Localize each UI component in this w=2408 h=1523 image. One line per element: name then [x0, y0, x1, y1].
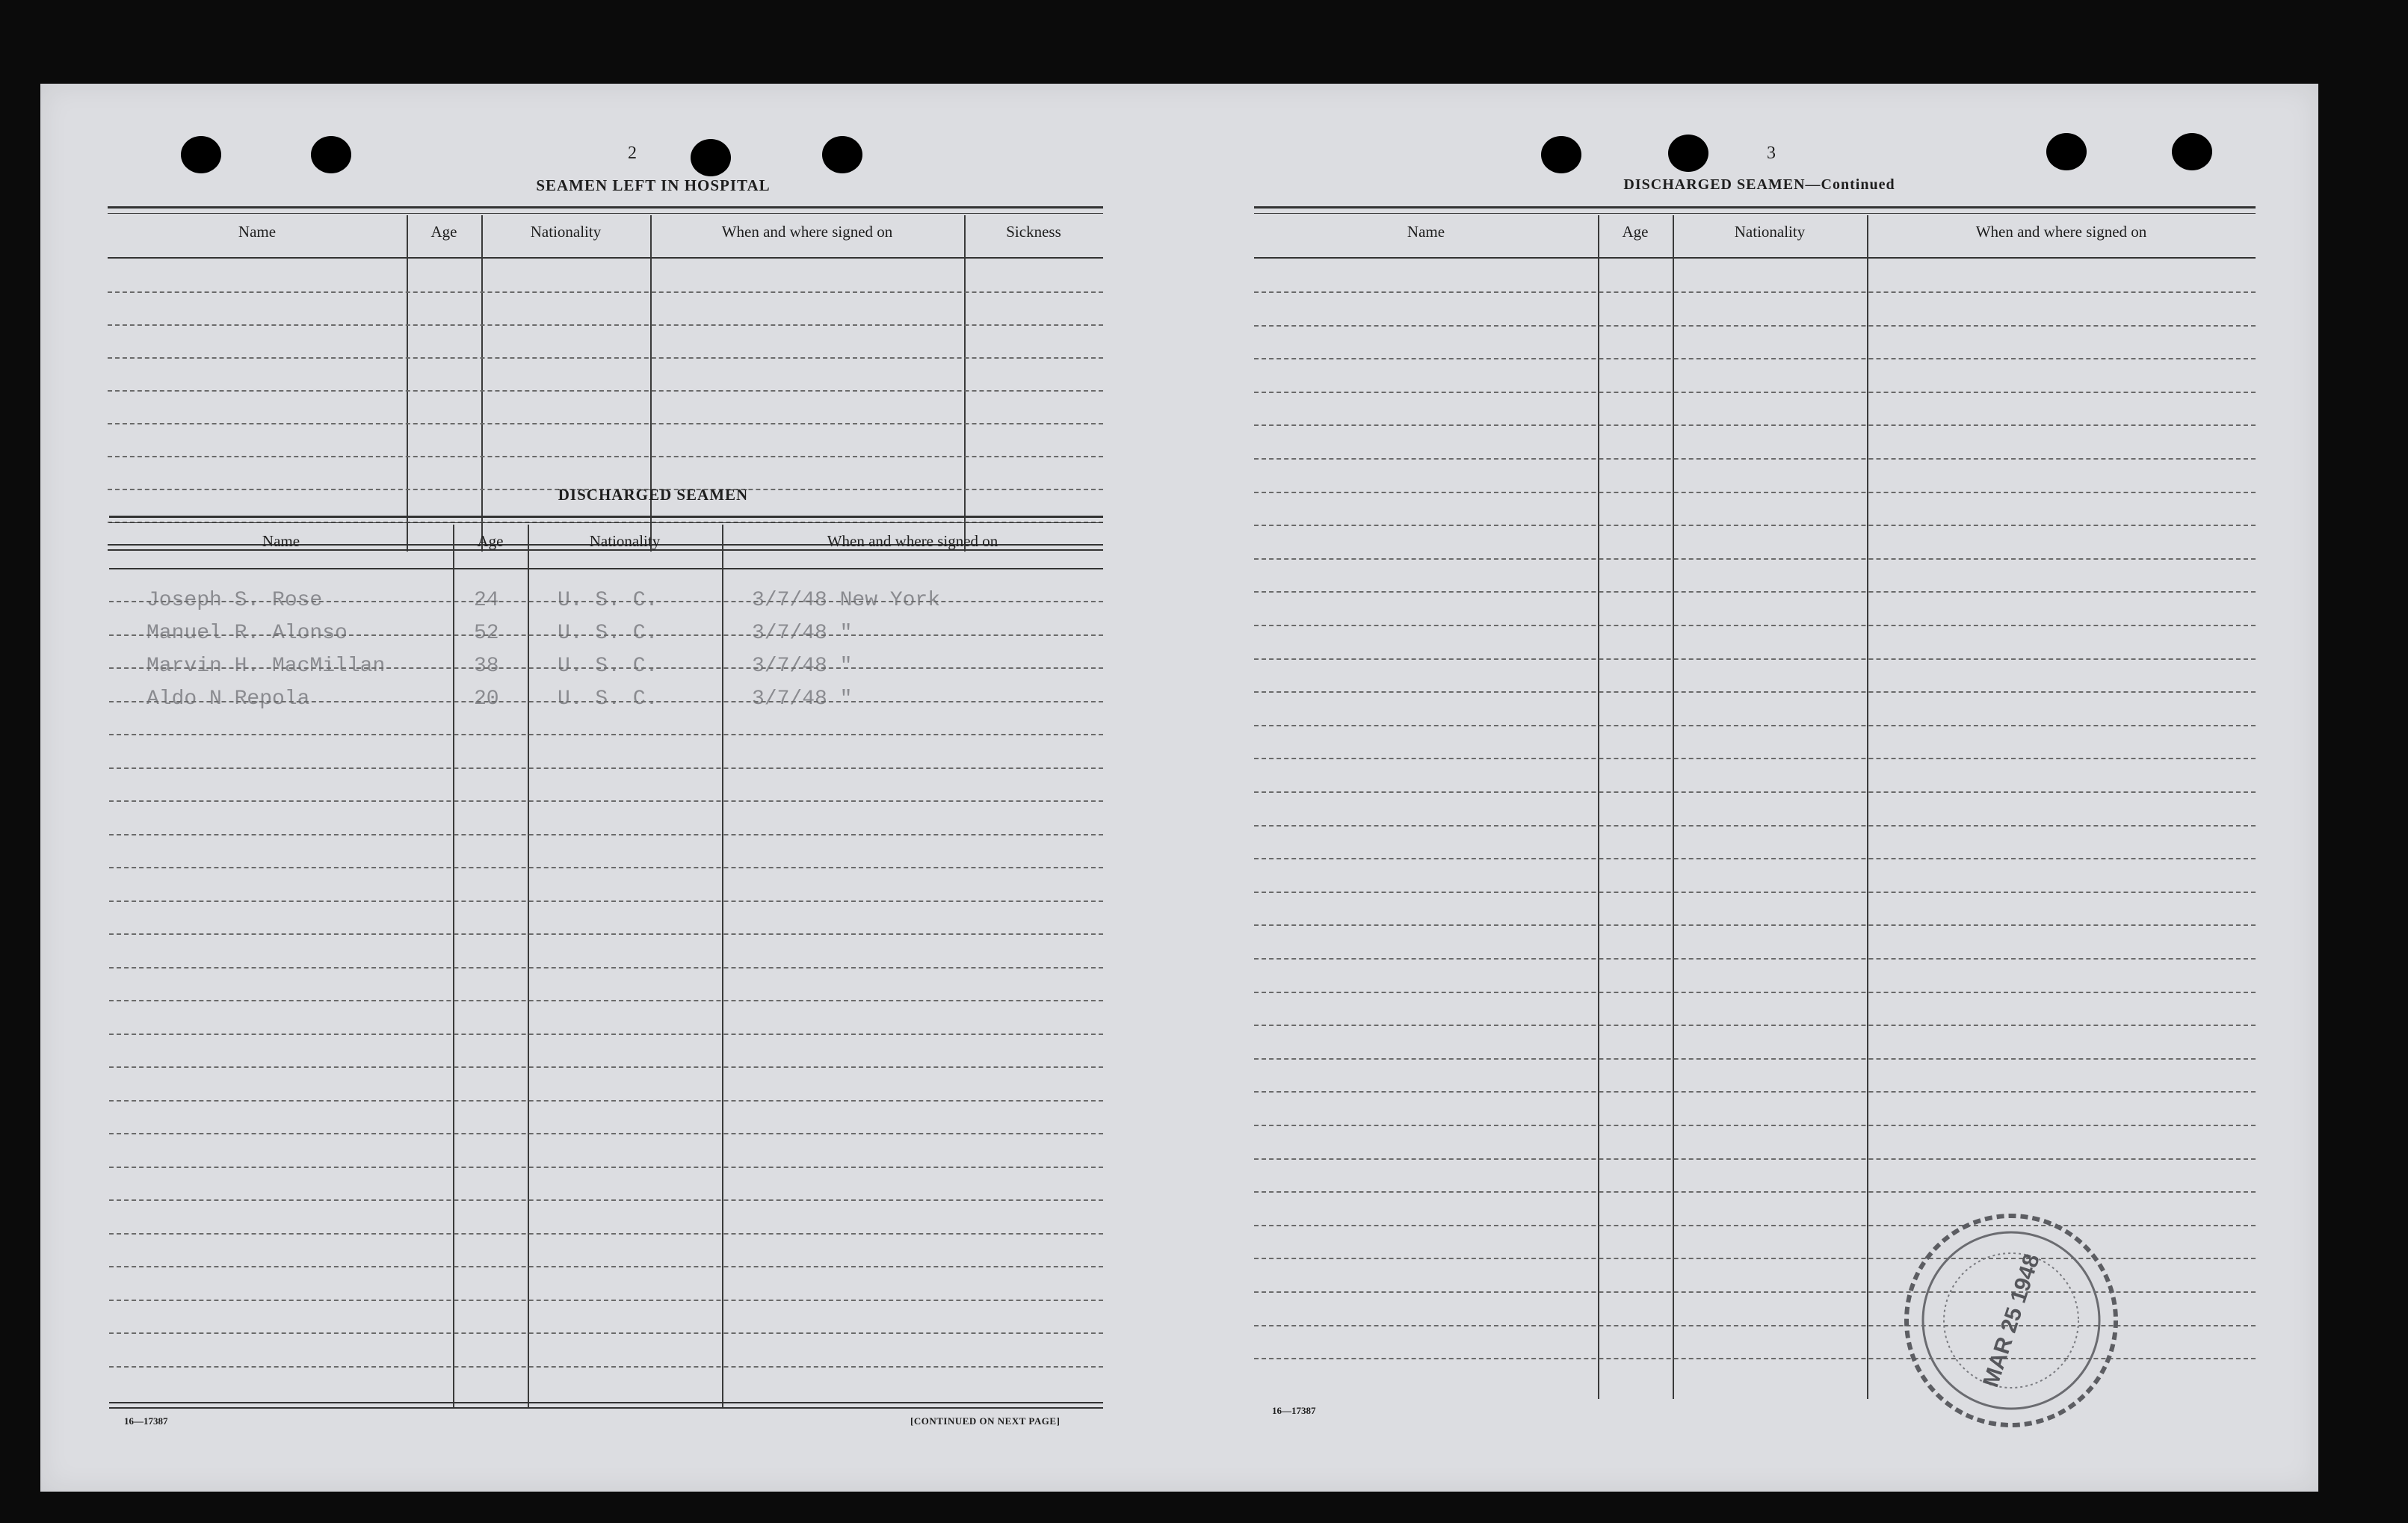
ruling-line [1254, 691, 2256, 693]
ruling-line [1254, 424, 2256, 426]
column-header-age: Age [1622, 223, 1649, 241]
ruling-line [109, 1034, 1103, 1035]
ruling-line [1254, 558, 2256, 560]
seaman-nationality: U. S. C. [558, 622, 658, 645]
ruling-line [109, 834, 1103, 835]
punch-hole-icon [822, 136, 862, 173]
column-header-signed-on: When and where signed on [1975, 223, 2147, 241]
seaman-name: Joseph S. Rose [146, 589, 323, 612]
page-number-right: 3 [1767, 143, 1776, 163]
column-header-signed-on: When and where signed on [827, 532, 998, 550]
ruling-line [1254, 758, 2256, 759]
ruling-line [109, 933, 1103, 935]
seaman-name: Marvin H. MacMillan [146, 655, 386, 678]
ruling-line [109, 967, 1103, 969]
seaman-signed-on: 3/7/48 New York [752, 589, 941, 612]
ruling-line [1254, 1025, 2256, 1026]
ruling-line [109, 1199, 1103, 1201]
ruling-line [109, 1133, 1103, 1134]
ruling-line [109, 900, 1103, 902]
ruling-line [1254, 725, 2256, 726]
ruling-line [1254, 1125, 2256, 1126]
form-number: 16—17387 [1272, 1405, 1316, 1416]
column-header-nationality: Nationality [589, 532, 661, 550]
ruling-line [1254, 492, 2256, 493]
ruling-line [109, 667, 1103, 669]
ruling-line [109, 1100, 1103, 1102]
ruling-line [109, 1266, 1103, 1267]
punch-hole-icon [2046, 133, 2087, 170]
ruling-line [109, 701, 1103, 702]
ruling-line [1254, 658, 2256, 660]
column-header-sickness: Sickness [1006, 223, 1061, 241]
ruling-line [1254, 958, 2256, 960]
ruling-line [109, 1000, 1103, 1001]
seaman-nationality: U. S. C. [558, 589, 658, 612]
column-header-nationality: Nationality [530, 223, 602, 241]
seaman-signed-on: 3/7/48 " [752, 688, 853, 711]
discharged-section-title: DISCHARGED SEAMEN [558, 486, 749, 504]
seaman-age: 38 [474, 655, 499, 678]
seaman-signed-on: 3/7/48 " [752, 655, 853, 678]
seaman-name: Manuel R. Alonso [146, 622, 348, 645]
seaman-age: 24 [474, 589, 499, 612]
page-number-left: 2 [628, 143, 637, 163]
ruling-line [109, 1332, 1103, 1334]
ruling-line [109, 734, 1103, 735]
ruling-line [109, 1366, 1103, 1368]
column-header-age: Age [477, 532, 504, 550]
ruling-line [109, 1300, 1103, 1301]
ruling-line [1254, 924, 2256, 926]
document-sheet [40, 84, 2318, 1492]
ruling-line [1254, 591, 2256, 593]
hospital-section-title: SEAMEN LEFT IN HOSPITAL [536, 176, 771, 194]
ruling-line [109, 800, 1103, 802]
ruling-line [1254, 992, 2256, 993]
punch-hole-icon [1668, 135, 1708, 172]
ruling-line [1254, 892, 2256, 893]
ruling-line [109, 767, 1103, 769]
ruling-line [109, 1233, 1103, 1235]
ruling-line [109, 634, 1103, 636]
column-header-nationality: Nationality [1734, 223, 1806, 241]
seaman-signed-on: 3/7/48 " [752, 622, 853, 645]
ruling-line [1254, 791, 2256, 793]
ruling-line [1254, 325, 2256, 327]
seaman-age: 52 [474, 622, 499, 645]
column-header-name: Name [238, 223, 277, 241]
stamp-date: MAR 25 1948 [1978, 1251, 2045, 1391]
punch-hole-icon [311, 136, 351, 173]
ruling-line [1254, 1191, 2256, 1193]
ruling-line [1254, 1158, 2256, 1160]
seaman-nationality: U. S. C. [558, 688, 658, 711]
continued-note: [CONTINUED ON NEXT PAGE] [910, 1415, 1061, 1427]
punch-hole-icon [691, 139, 731, 176]
seaman-nationality: U. S. C. [558, 655, 658, 678]
received-date-stamp-icon [1888, 1197, 2134, 1444]
ruling-line [1254, 825, 2256, 827]
punch-hole-icon [2172, 133, 2212, 170]
ruling-line [1254, 625, 2256, 626]
punch-hole-icon [181, 136, 221, 173]
column-header-name: Name [1407, 223, 1445, 241]
ruling-line [1254, 858, 2256, 859]
seaman-name: Aldo N Repola [146, 688, 310, 711]
ruling-line [1254, 358, 2256, 359]
column-header-signed-on: When and where signed on [721, 223, 893, 241]
right-section-title: DISCHARGED SEAMEN—Continued [1623, 176, 1895, 193]
punch-hole-icon [1541, 136, 1581, 173]
ruling-line [1254, 1058, 2256, 1060]
ruling-line [1254, 291, 2256, 293]
ruling-line [109, 601, 1103, 602]
ruling-line [1254, 1091, 2256, 1093]
discharged-table [109, 516, 1103, 1408]
ruling-line [109, 1066, 1103, 1068]
seaman-age: 20 [474, 688, 499, 711]
ruling-line [109, 1167, 1103, 1168]
form-number: 16—17387 [124, 1415, 168, 1427]
ruling-line [1254, 525, 2256, 526]
column-header-name: Name [262, 532, 300, 550]
column-header-age: Age [430, 223, 457, 241]
ruling-line [1254, 392, 2256, 393]
ruling-line [1254, 458, 2256, 460]
ruling-line [109, 867, 1103, 868]
